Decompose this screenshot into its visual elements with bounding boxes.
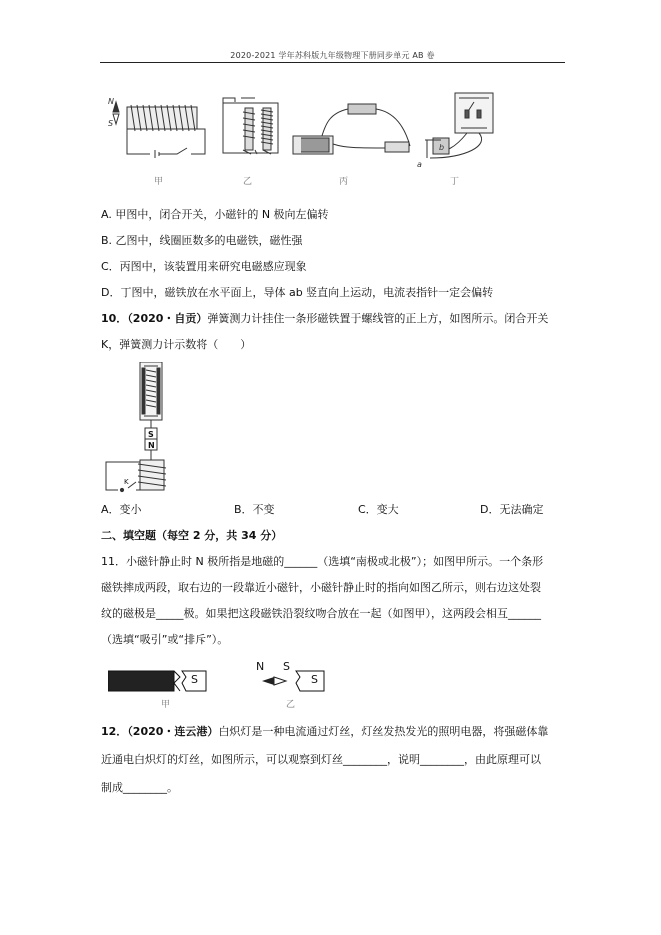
figure-yi: [223, 98, 278, 154]
q9-figures: [105, 88, 525, 168]
q11-needle-n-label: N: [256, 660, 265, 673]
q11-line-1: 11．小磁针静止时 N 极所指是地磁的______（选填“南极或北极”）；如图甲所示。一个条形: [101, 555, 544, 568]
q12-number: 12．: [101, 725, 128, 738]
caption-yi: 乙: [243, 177, 253, 187]
header-divider: [100, 62, 565, 63]
q9-option-d: D．丁图中，磁铁放在水平面上，导体 ab 竖直向上运动，电流表指针一定会偏转: [101, 286, 494, 299]
q11-caption-yi: 乙: [286, 700, 296, 710]
q10-option-c: C．变大: [358, 503, 399, 516]
q12-line-1: [101, 725, 548, 739]
q11-figure-a-label: S: [191, 673, 198, 686]
q10-number: 10．: [101, 312, 128, 325]
q11-caption-jia: 甲: [161, 700, 171, 710]
q11-figure-b: [262, 665, 332, 705]
figure-ding: [425, 93, 493, 158]
q9-option-a: A. 甲图中，闭合开关，小磁针的 N 极向左偏转: [101, 208, 329, 221]
q11-line-2: 磁铁摔成两段，取右边的一段靠近小磁针，小磁针静止时的指向如图乙所示，则右边这处裂: [101, 581, 541, 594]
q10-source: （2020・自贡）: [127, 312, 208, 325]
q10-switch-label: K: [124, 478, 129, 486]
q10-magnet-n-label: N: [148, 441, 155, 450]
q10-figure: [100, 362, 180, 497]
q11-figure-b-label: S: [311, 673, 318, 686]
q11-needle-s-label: S: [283, 660, 290, 673]
compass-s-label: S: [108, 119, 114, 128]
wire-b-label: b: [439, 143, 445, 152]
page-header: 2020-2021 学年苏科版九年级物理下册同步单元 AB 卷: [230, 51, 435, 60]
q10-line-2: K，弹簧测力计示数将（ ）: [101, 338, 252, 351]
caption-bing: 丙: [339, 177, 349, 187]
caption-jia: 甲: [154, 177, 164, 187]
q11-line-4: （选填“吸引”或“排斥”）。: [101, 633, 229, 646]
q12-text-1: 白炽灯是一种电流通过灯丝，灯丝发热发光的照明电器，将强磁体靠: [218, 725, 549, 738]
figure-jia: [113, 102, 205, 158]
q10-option-b: B．不变: [234, 503, 275, 516]
q11-line-3: 纹的磁极是_____极。如果把这段磁铁沿裂纹吻合放在一起（如图甲），这两段会相互______: [101, 607, 541, 620]
q10-magnet-s-label: S: [148, 430, 154, 439]
figure-bing: [293, 104, 410, 154]
wire-a-label: a: [417, 160, 422, 168]
q10-text-1: 弹簧测力计挂住一条形磁铁置于螺线管的正上方，如图所示。闭合开关: [207, 312, 549, 325]
caption-ding: 丁: [450, 177, 460, 187]
q12-source: （2020・连云港）: [127, 725, 219, 738]
compass-n-label: N: [108, 97, 114, 106]
section-2-title: 二、填空题（每空 2 分，共 34 分）: [101, 529, 283, 542]
q9-option-c: C．丙图中，该装置用来研究电磁感应现象: [101, 260, 307, 273]
q10-line-1: [101, 312, 548, 326]
q10-option-a: A．变小: [101, 503, 142, 516]
q12-line-3: 制成________。: [101, 781, 178, 794]
q10-option-d: D．无法确定: [480, 503, 544, 516]
q9-option-b: B. 乙图中，线圈匝数多的电磁铁，磁性强: [101, 234, 303, 247]
q12-line-2: 近通电白炽灯的灯丝，如图所示，可以观察到灯丝________，说明________，由此原理可以: [101, 753, 541, 766]
